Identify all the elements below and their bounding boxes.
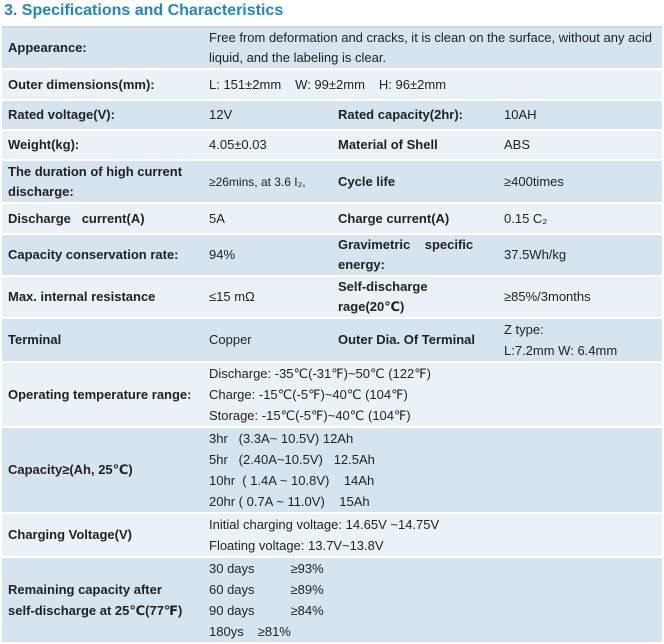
- terminal-type: Z type:: [504, 322, 544, 337]
- cycle-life-label: Cycle life: [332, 160, 498, 203]
- charging-voltage-label: Charging Voltage(V): [2, 513, 203, 557]
- capacity-values: [203, 427, 662, 513]
- operating-temperature-values: [203, 362, 662, 427]
- row-internal-resistance: [2, 276, 662, 318]
- row-outer-dimensions: [2, 69, 662, 100]
- remaining-line: [209, 558, 656, 579]
- capacity-ah: 14Ah: [343, 473, 375, 488]
- high-current-label: The duration of high current discharge:: [2, 160, 203, 203]
- row-capacity-conservation: [2, 234, 662, 276]
- capacity-ah: 15Ah: [339, 494, 370, 509]
- appearance-label: Appearance:: [2, 27, 203, 69]
- capacity-label: Capacity≥(Ah, 25℃): [2, 427, 203, 513]
- rated-voltage-value: 12V: [203, 100, 332, 130]
- remaining-days: 180ys: [209, 624, 244, 639]
- outer-dimensions-value: [203, 69, 662, 100]
- rated-capacity-value: 10AH: [498, 100, 662, 130]
- specifications-table: [2, 26, 662, 644]
- cycle-life-value: ≥400times: [498, 160, 662, 203]
- row-remaining-capacity: [2, 557, 662, 643]
- terminal-dimensions: L:7.2mm W: 6.4mm: [504, 343, 618, 358]
- weight-label: Weight(kg):: [2, 130, 203, 160]
- charge-current-value: 0.15 C₂: [498, 203, 662, 234]
- row-discharge-current: [2, 203, 662, 234]
- remaining-days: 30 days: [209, 561, 255, 576]
- capacity-conservation-value: 94%: [203, 234, 332, 276]
- capacity-rate: 10hr: [209, 473, 236, 488]
- remaining-days: 90 days: [209, 603, 255, 618]
- floating-voltage: Floating voltage: 13.7V~13.8V: [209, 538, 384, 553]
- row-rated-voltage: [2, 100, 662, 130]
- internal-resistance-value: ≤15 mΩ: [203, 276, 332, 318]
- capacity-rate: 3hr: [209, 431, 228, 446]
- remaining-percent: ≥89%: [290, 582, 324, 597]
- remaining-percent: ≥84%: [290, 603, 324, 618]
- row-appearance: [2, 27, 662, 69]
- row-high-current: [2, 160, 662, 203]
- capacity-line: [209, 491, 656, 512]
- capacity-current: ( 0.7A ~ 11.0V): [238, 494, 325, 509]
- discharge-current-value: 5A: [203, 203, 332, 234]
- section-title: 3. Specifications and Characteristics: [4, 2, 284, 19]
- charge-current-label: Charge current(A): [332, 203, 498, 234]
- discharge-temperature: Discharge: -35℃(-31℉)~50℃ (122℉): [209, 366, 431, 381]
- gravimetric-energy-value: 37.5Wh/kg: [498, 234, 662, 276]
- capacity-rate: 20hr: [209, 494, 236, 509]
- dimension-length: L: 151±2mm: [209, 76, 282, 92]
- charging-voltage-values: [203, 513, 662, 557]
- rated-capacity-label: Rated capacity(2hr):: [332, 100, 498, 130]
- dimension-width: W: 99±2mm: [295, 76, 365, 92]
- terminal-value: Copper: [203, 318, 332, 362]
- weight-value: 4.05±0.03: [203, 130, 332, 160]
- remaining-capacity-values: [203, 557, 662, 643]
- high-current-value: ≥26mins, at 3.6 I₂,: [203, 160, 332, 203]
- dimension-height: H: 96±2mm: [378, 76, 447, 92]
- row-weight: [2, 130, 662, 160]
- capacity-ah: 12Ah: [322, 431, 354, 446]
- capacity-current: ( 1.4A ~ 10.8V): [242, 473, 330, 488]
- capacity-rate: 5hr: [209, 452, 228, 467]
- terminal-label: Terminal: [2, 318, 203, 362]
- remaining-percent: ≥81%: [257, 624, 291, 639]
- remaining-capacity-label: Remaining capacity after self-discharge at 25℃(77℉): [2, 557, 203, 643]
- row-capacity: [2, 427, 662, 513]
- row-charging-voltage: [2, 513, 662, 557]
- internal-resistance-label: Max. internal resistance: [2, 276, 203, 318]
- outer-dimensions-label: Outer dimensions(mm):: [2, 69, 203, 100]
- gravimetric-energy-label: Gravimetric specific energy:: [332, 234, 498, 276]
- operating-temperature-label: Operating temperature range:: [2, 362, 203, 427]
- remaining-days: 60 days: [209, 582, 255, 597]
- capacity-line: [209, 428, 656, 449]
- terminal-diameter-label: Outer Dia. Of Terminal: [332, 318, 498, 362]
- capacity-line: [209, 470, 656, 491]
- rated-voltage-label: Rated voltage(V):: [2, 100, 203, 130]
- remaining-line: [209, 600, 656, 621]
- capacity-current: (3.3A~ 10.5V): [238, 431, 320, 446]
- appearance-value: Free from deformation and cracks, it is clean on the surface, without any acid liquid, and the labeling is clear.: [203, 27, 662, 69]
- initial-charging-voltage: Initial charging voltage: 14.65V ~14.75V: [209, 517, 440, 532]
- capacity-line: [209, 449, 656, 470]
- capacity-ah: 12.5Ah: [333, 452, 375, 467]
- remaining-percent: ≥93%: [290, 561, 324, 576]
- remaining-line: [209, 579, 656, 600]
- storage-temperature: Storage: -15℃(-5℉)~40℃ (104℉): [209, 408, 411, 423]
- shell-material-value: ABS: [498, 130, 662, 160]
- row-terminal: [2, 318, 662, 362]
- capacity-conservation-label: Capacity conservation rate:: [2, 234, 203, 276]
- shell-material-label: Material of Shell: [332, 130, 498, 160]
- row-operating-temperature: [2, 362, 662, 427]
- capacity-current: (2.40A~10.5V): [238, 452, 323, 467]
- discharge-current-label: Discharge current(A): [2, 203, 203, 234]
- terminal-diameter-value: [498, 318, 662, 362]
- self-discharge-value: ≥85%/3months: [498, 276, 662, 318]
- charge-temperature: Charge: -15℃(-5℉)~40℃ (104℉): [209, 387, 408, 402]
- self-discharge-label: Self-discharge rage(20℃): [332, 276, 498, 318]
